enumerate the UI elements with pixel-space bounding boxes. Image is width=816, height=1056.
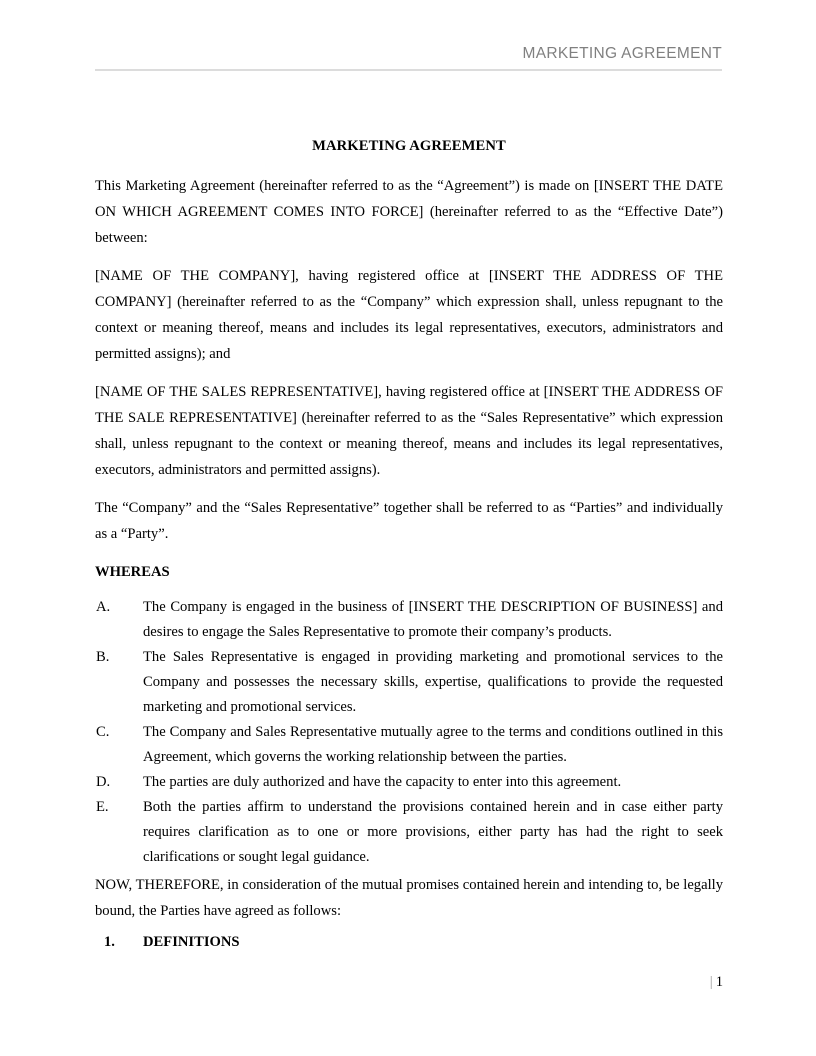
document-title: MARKETING AGREEMENT [312, 138, 506, 154]
recital-text: The parties are duly authorized and have the capacity to enter into this agreement. [143, 774, 622, 790]
recital-text: The Company is engaged in the business of [INSERT THE DESCRIPTION OF BUSINESS] and desires to engage the Sales Representative to promote their company’s products. [143, 599, 723, 640]
recital-marker: E. [96, 799, 109, 815]
list-item [95, 795, 723, 870]
recital-text: The Company and Sales Representative mutually agree to the terms and conditions outlined in this Agreement, which governs the working relationship between the parties. [143, 724, 723, 765]
list-item [95, 770, 723, 795]
clause-heading-definitions [95, 929, 723, 955]
page-number: 1 [715, 974, 723, 990]
recitals-list [95, 595, 723, 870]
paragraph-parties-definition: The “Company” and the “Sales Representative” together shall be referred to as “Parties” and individually as a “Party”. [95, 500, 723, 542]
paragraph-sales-representative-party: [NAME OF THE SALES REPRESENTATIVE], having registered office at [INSERT THE ADDRESS OF THE SALE REPRESENTATIVE] (hereinafter referred to as the “Sales Representative” which expression shall, unless repugnant to the context or meaning thereof, means and includes its legal representatives, executors, administrators and permitted assigns). [95, 384, 723, 478]
page-header [95, 44, 722, 71]
whereas-heading: WHEREAS [95, 564, 170, 580]
paragraph-company-party: [NAME OF THE COMPANY], having registered office at [INSERT THE ADDRESS OF THE COMPANY] (hereinafter referred to as the “Company” which expression shall, unless repugnant to the context or meaning thereof, means and includes its legal representatives, executors, administrators and permitted assigns); and [95, 268, 723, 362]
recital-marker: A. [96, 599, 111, 615]
paragraph-now-therefore: NOW, THEREFORE, in consideration of the mutual promises contained herein and intending to, be legally bound, the Parties have agreed as follows: [95, 877, 723, 919]
document-body [95, 133, 723, 955]
page-footer [95, 971, 723, 993]
clause-number: 1. [104, 934, 115, 950]
page-header-title: MARKETING AGREEMENT [522, 45, 722, 62]
list-item [95, 645, 723, 720]
page-header-divider [95, 69, 722, 71]
recital-marker: C. [96, 724, 110, 740]
recital-text: Both the parties affirm to understand the provisions contained herein and in case either party requires clarification as to one or more provisions, either party has had the right to seek clarifications or sought legal guidance. [143, 799, 723, 865]
paragraph-preamble-date: This Marketing Agreement (hereinafter referred to as the “Agreement”) is made on [INSERT THE DATE ON WHICH AGREEMENT COMES INTO FORCE] (hereinafter referred to as the “Effective Date”) between: [95, 178, 723, 246]
list-item [95, 720, 723, 770]
list-item [95, 595, 723, 645]
recital-text: The Sales Representative is engaged in providing marketing and promotional services to the Company and possesses the necessary skills, expertise, qualifications to provide the requested marketing and promotional services. [143, 649, 723, 715]
recital-marker: B. [96, 649, 110, 665]
recital-marker: D. [96, 774, 111, 790]
footer-separator: | [709, 974, 713, 990]
clause-heading-label: DEFINITIONS [143, 934, 240, 950]
